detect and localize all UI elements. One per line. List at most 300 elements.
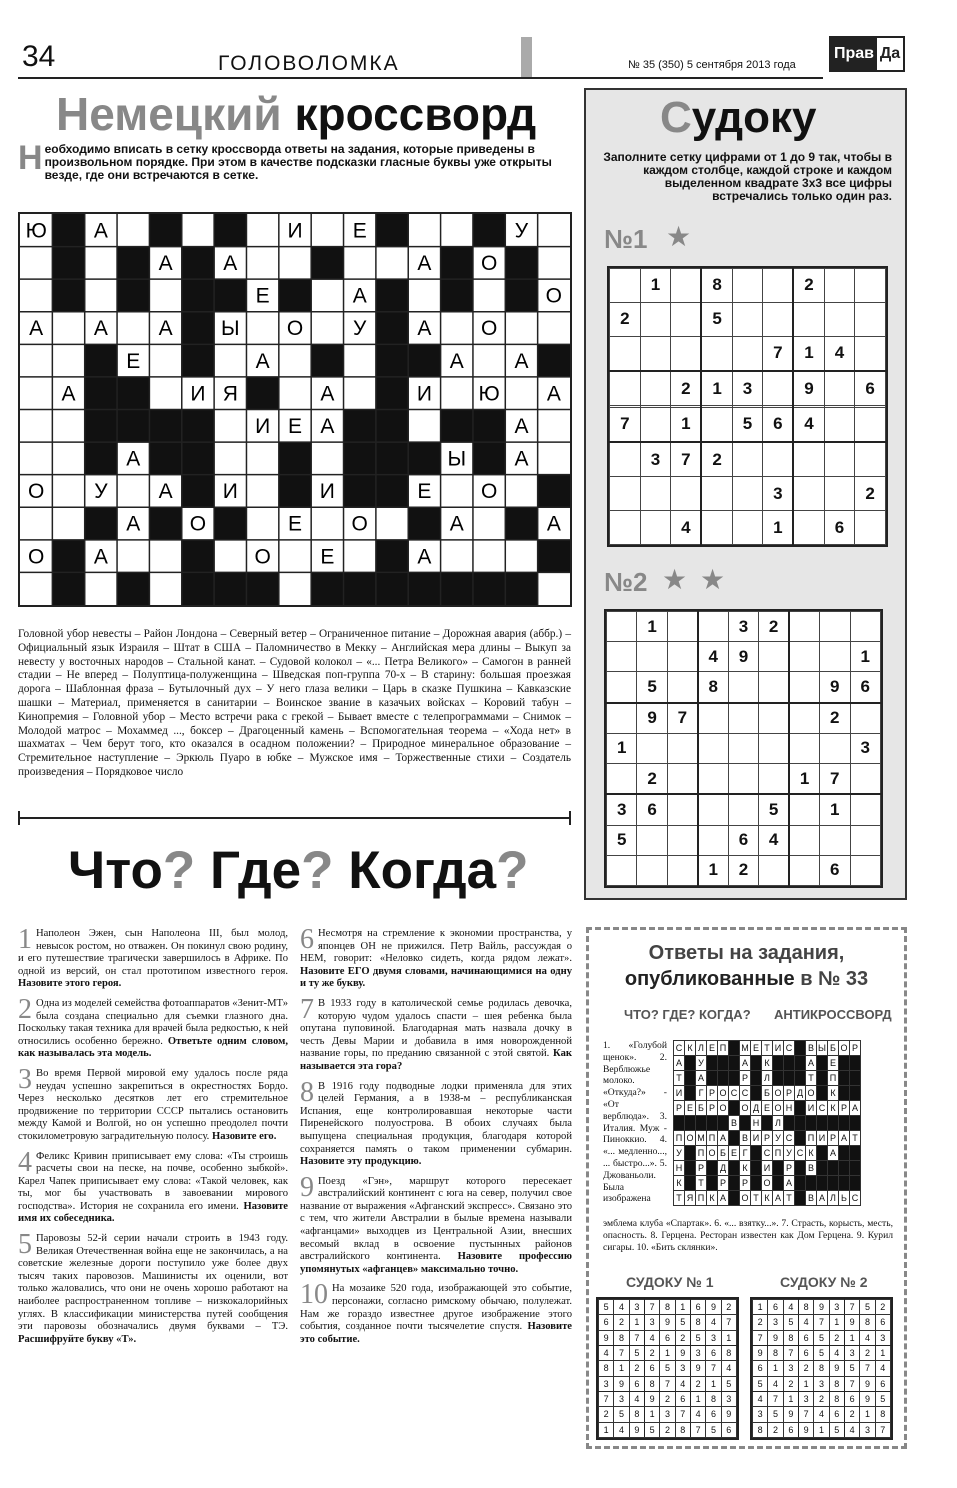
question-item — [300, 928, 572, 991]
sudoku-row — [753, 1391, 891, 1406]
sudoku-row — [599, 1407, 737, 1422]
anticross-cell — [817, 1146, 828, 1161]
anticross-cell — [795, 1071, 806, 1086]
question-ask: Назовите это событие. — [300, 1321, 572, 1345]
anticross-cell: С — [740, 1086, 751, 1101]
anticross-cell: Д — [795, 1086, 806, 1101]
star-icon: ★ — [666, 222, 692, 253]
sudoku-cell — [789, 703, 819, 734]
sudoku-cell — [671, 302, 702, 336]
sudoku-cell: 6 — [798, 1345, 813, 1360]
sudoku-cell — [701, 511, 732, 545]
sudoku-cell: 2 — [721, 1300, 736, 1315]
anticross-cell: Т — [751, 1191, 762, 1206]
anticross-cell — [729, 1131, 740, 1146]
answers-sudoku1-label: СУДОКУ № 1 — [626, 1274, 714, 1290]
anticross-cell — [795, 1101, 806, 1116]
anticross-cell — [729, 1056, 740, 1071]
sudoku-cell: 1 — [844, 1330, 859, 1345]
sudoku-cell: 3 — [763, 477, 794, 511]
sudoku-cell: 4 — [814, 1407, 829, 1422]
anticross-cell: К — [762, 1191, 773, 1206]
sudoku-cell: 9 — [768, 1330, 783, 1345]
crossword-black-cell — [117, 247, 150, 280]
crossword-black-cell — [376, 475, 409, 508]
anticross-cell: П — [718, 1041, 729, 1056]
anticross-cell — [729, 1176, 740, 1191]
crossword-black-cell — [473, 442, 506, 475]
anticross-cell: С — [784, 1041, 795, 1056]
sudoku-cell: 4 — [759, 825, 789, 855]
anticross-cell: П — [828, 1071, 839, 1086]
sudoku-cell — [610, 442, 641, 477]
anticross-cell: Н — [674, 1161, 685, 1176]
sudoku-cell: 7 — [875, 1422, 890, 1437]
crossword-black-cell — [311, 344, 344, 377]
sudoku-cell — [824, 442, 855, 477]
question-text: В 1933 году в католической семье родилась девочка, которую чудом удалось спасти – шея ребенка была опутана пуповиной. Благодарная мать назвала дочку в честь Девы Марии и добавила в имя новорожденной название горы, по преданию связанной с этой святой. — [300, 997, 572, 1060]
sudoku-row — [610, 442, 886, 477]
sudoku-cell: 3 — [607, 794, 637, 825]
anticross-cell — [828, 1161, 839, 1176]
anticross-cell — [795, 1116, 806, 1131]
sudoku-cell: 8 — [675, 1422, 690, 1437]
sudoku-cell: 9 — [706, 1300, 721, 1315]
crossword-letter: А — [546, 512, 561, 536]
anticross-cell: Р — [839, 1101, 850, 1116]
sudoku-cell: 5 — [814, 1345, 829, 1360]
anticross-cell — [839, 1056, 850, 1071]
sudoku-cell: 4 — [824, 336, 855, 371]
sudoku-row — [607, 703, 881, 734]
anticross-cell: Г — [740, 1146, 751, 1161]
sudoku-cell: 2 — [793, 269, 824, 303]
sudoku-cell: 4 — [614, 1422, 629, 1437]
sudoku-cell: 1 — [798, 1376, 813, 1391]
sudoku-intro: Заполните сетку цифрами от 1 до 9 так, чтобы в каждом столбце, каждой строке и каждом выделенном квадрате 3х3 все цифры встречались только один раз. — [603, 150, 892, 203]
crossword-grid — [18, 212, 572, 607]
anticross-cell: Т — [762, 1041, 773, 1056]
sudoku-cell — [793, 442, 824, 477]
sudoku-cell: 3 — [644, 1315, 659, 1330]
crossword-black-cell — [182, 442, 215, 475]
sudoku-cell: 9 — [753, 1345, 768, 1360]
crossword-black-cell — [214, 507, 247, 540]
sudoku-cell: 6 — [855, 371, 886, 406]
sudoku-cell: 9 — [820, 672, 850, 703]
sudoku-cell: 6 — [721, 1422, 736, 1437]
sudoku-cell: 7 — [629, 1330, 644, 1345]
sudoku-row — [607, 764, 881, 795]
anticross-cell: Р — [718, 1176, 729, 1191]
anticross-cell — [817, 1086, 828, 1101]
anticross-cell — [685, 1071, 696, 1086]
anticross-cell: М — [696, 1131, 707, 1146]
sudoku-cell: 6 — [660, 1330, 675, 1345]
question-text: Поезд «Гэн», маршрут которого пересекает австралийский континент с юга на север, получил свое название от выражения «Афганский экспресс». Связано это с тем, что жители Австралии в былые времена называли «афганцами» выходцев из Центральной Азии, внесших весомый вклад в освоение пустынных районов австралийского континента. — [300, 1175, 572, 1263]
question-item — [18, 1233, 288, 1346]
anticross-cell: И — [674, 1086, 685, 1101]
crossword-letter: О — [28, 480, 45, 504]
anticross-cell — [685, 1176, 696, 1191]
sudoku-cell — [855, 269, 886, 303]
anticross-row — [674, 1176, 861, 1191]
crossword-black-cell — [408, 442, 441, 475]
anticross-cell — [707, 1161, 718, 1176]
question-text: В 1916 году подводные лодки применяла для этих целей Германия, а в 1938-м – республиканская Испания, еще контролировавшая некоторые части Пиренейского полуострова. В обоих случаях была выпущена специальная продукция, благодаря которой сохраняется память о таком применении субмарин. — [300, 1080, 572, 1155]
sudoku2-label: №2 — [604, 567, 648, 597]
anticross-cell: Т — [850, 1131, 861, 1146]
anticross-cell: Д — [751, 1101, 762, 1116]
crossword-clues: Головной убор невесты – Район Лондона – Северный ветер – Ограниченное питание – Дорожная авария (аббр.) – Официальный язык Израиля – Штат в США – Паломничество в Мекку – Английская мера длины – Выкуп за невесту у восточных народов – Стальной канат. – Судовой колокол – «... Петра Великого» – Самогон в ранней стадии – Не вперед – Полуптица-полуженщина – Шведская поп-группа 70-х – В старину: большая проезжая дорога – Шаблонная фраза – Бутылочный дух – У него глаза велики – Царь в сказке Пушкина – Кавказские шашки – Материал, применяется в санитарии – Воинское звание в казачьих войсках – Коровий табун – Кинопремия – Головной убор – Место встречи рака с грекой – Бывает вместе с телепрограммами – Снимок – Молодой матрос – Мохаммед ..., боксер – Драгоценный камень – Вспомогательная теорема – «Хода нет» в шахматах – Чем берут того, кто оказался в осадном положении? – Природное минеральное образование – Стремительное наступление – Эркюль Пуаро в юбке – Мужское имя – Торжественные стихи – Создатель произведения – Порядковое число — [18, 628, 571, 778]
answers-text-left: 1. «Голубой щенок». 2. Верблюжье молоко. «Откуда?» - «От верблюда». 3. Италия. Муж - Пиноккио. 4. «... медленно..., ... быстро...». 5. Джованьоли. Была изображена — [603, 1040, 667, 1205]
anticross-cell: П — [696, 1191, 707, 1206]
crossword-letter: Ю — [478, 382, 500, 406]
sudoku-cell: 9 — [599, 1330, 614, 1345]
anticross-cell: А — [839, 1131, 850, 1146]
sudoku-cell: 2 — [855, 477, 886, 511]
sudoku-cell: 7 — [783, 1345, 798, 1360]
anticross-cell: Ы — [817, 1041, 828, 1056]
anticross-cell — [751, 1146, 762, 1161]
sudoku-cell — [728, 672, 758, 703]
crossword-letter: А — [126, 447, 141, 471]
crossword-black-cell — [376, 377, 409, 410]
sudoku-cell — [850, 825, 881, 855]
anticross-cell — [839, 1116, 850, 1131]
sudoku-cell: 8 — [860, 1315, 875, 1330]
sudoku-cell: 8 — [798, 1300, 813, 1315]
sudoku-cell: 1 — [640, 269, 671, 303]
anticross-row — [674, 1116, 861, 1131]
anticross-cell: И — [762, 1161, 773, 1176]
sudoku-cell: 3 — [706, 1330, 721, 1345]
sudoku-cell — [640, 371, 671, 406]
sudoku-cell — [667, 825, 697, 855]
sudoku-cell — [698, 703, 728, 734]
crossword-letter: А — [158, 480, 173, 504]
sudoku-cell — [607, 612, 637, 642]
crossword-letter: А — [93, 219, 108, 243]
question-item — [300, 1176, 572, 1277]
anticross-row — [674, 1086, 861, 1101]
sudoku-cell — [789, 733, 819, 763]
sudoku-cell: 4 — [629, 1391, 644, 1406]
answers-wgw-label: ЧТО? ГДЕ? КОГДА? — [624, 1007, 751, 1022]
crossword-title — [56, 87, 536, 141]
sudoku-cell — [698, 733, 728, 763]
crossword-black-cell — [182, 344, 215, 377]
answers-title-published: опубликованные — [624, 968, 795, 990]
sudoku-cell: 2 — [610, 302, 641, 336]
logo-right: Да — [877, 38, 903, 70]
question-ask: Назовите этого героя. — [18, 978, 122, 990]
sudoku-cell: 9 — [860, 1376, 875, 1391]
anticross-cell: Е — [751, 1041, 762, 1056]
anticross-cell: О — [718, 1101, 729, 1116]
crossword-letter: Е — [352, 219, 367, 243]
anticross-cell — [806, 1116, 817, 1131]
section-title: ГОЛОВОЛОМКА — [218, 52, 400, 75]
anticross-cell — [850, 1146, 861, 1161]
anticross-cell: Р — [707, 1086, 718, 1101]
anticross-cell — [685, 1161, 696, 1176]
crossword-letter: А — [158, 252, 173, 276]
sudoku-cell: 7 — [844, 1300, 859, 1315]
crossword-letter: О — [351, 512, 368, 536]
sudoku-cell: 8 — [829, 1376, 844, 1391]
sudoku-row — [610, 269, 886, 303]
sudoku-cell — [759, 703, 789, 734]
anticross-cell — [707, 1071, 718, 1086]
sudoku-cell: 8 — [701, 269, 732, 303]
anticross-cell: Т — [674, 1071, 685, 1086]
anticross-cell — [718, 1116, 729, 1131]
sudoku-cell: 2 — [814, 1391, 829, 1406]
crossword-black-cell — [473, 572, 506, 605]
sudoku-cell — [789, 794, 819, 825]
sudoku-cell: 3 — [850, 733, 881, 763]
crossword-black-cell — [214, 572, 247, 605]
crossword-letter: А — [546, 382, 561, 406]
sudoku-cell: 1 — [721, 1330, 736, 1345]
sudoku-cell: 1 — [753, 1300, 768, 1315]
anticross-cell: В — [740, 1131, 751, 1146]
sudoku-cell — [789, 672, 819, 703]
sudoku-cell: 1 — [701, 371, 732, 406]
question-number: 5 — [18, 1233, 32, 1261]
crossword-letter: У — [94, 480, 108, 504]
crossword-black-cell — [149, 507, 182, 540]
anticross-cell: В — [806, 1161, 817, 1176]
sudoku-cell: 6 — [844, 1391, 859, 1406]
sudoku-cell — [850, 612, 881, 642]
anticross-cell: В — [806, 1041, 817, 1056]
anticross-cell: У — [773, 1131, 784, 1146]
question-text: Во время Первой мировой ему удалось после ряда неудач успешно закрепиться в окрестностях Бордо. Через несколько десятков лет его стремительное продвижение по территории СССР пытались остановить между Камой и Волгой, но он успешно преодолел почти стокилометровую заградительную полосу. — [18, 1067, 288, 1142]
crossword-black-cell — [505, 279, 538, 312]
anticross-cell — [817, 1071, 828, 1086]
question-number: 4 — [18, 1150, 32, 1178]
sudoku-cell: 1 — [768, 1361, 783, 1376]
sudoku-cell: 4 — [860, 1330, 875, 1345]
sudoku-cell: 3 — [875, 1330, 890, 1345]
anticross-cell — [795, 1131, 806, 1146]
sudoku-cell: 1 — [860, 1407, 875, 1422]
anticross-cell — [773, 1071, 784, 1086]
crossword-letter: И — [319, 480, 335, 504]
sudoku-cell — [763, 371, 794, 406]
sudoku-cell — [701, 477, 732, 511]
sudoku-cell: 1 — [690, 1391, 705, 1406]
crossword-letter: О — [286, 317, 304, 341]
sudoku-cell: 5 — [690, 1330, 705, 1345]
question-text: Феликс Кривин приписывает ему слова: «Ты строишь расчеты свои на песке, на почве, особенно зыбкой». Карел Чапек приписывает ему слова: «Такой человек, как ты, мог бы участвовать в завоевании мирового господства». История не сохранила его имени. — [18, 1150, 288, 1212]
crossword-black-cell — [441, 247, 474, 280]
question-number: 3 — [18, 1067, 32, 1095]
anticross-cell — [850, 1116, 861, 1131]
anticross-cell — [817, 1176, 828, 1191]
question-number: 9 — [300, 1175, 314, 1203]
sudoku-cell: 7 — [614, 1345, 629, 1360]
anticross-cell — [707, 1056, 718, 1071]
question-ask: Назовите его. — [212, 1130, 277, 1142]
sudoku-cell: 6 — [644, 1361, 659, 1376]
anticross-row — [674, 1191, 861, 1206]
anticross-cell — [685, 1146, 696, 1161]
crossword-black-cell — [214, 214, 247, 247]
sudoku-cell: 2 — [671, 371, 702, 406]
anticross-cell — [685, 1116, 696, 1131]
sudoku-cell: 9 — [690, 1361, 705, 1376]
anticross-cell: А — [718, 1191, 729, 1206]
anticross-cell: Л — [696, 1041, 707, 1056]
sudoku-cell: 3 — [753, 1407, 768, 1422]
crossword-black-cell — [149, 410, 182, 443]
answers-sudoku1-grid — [596, 1297, 739, 1440]
crossword-letter: Е — [126, 349, 141, 373]
crossword-black-cell — [344, 475, 377, 508]
sudoku-cell: 6 — [820, 855, 850, 885]
anticross-cell: Т — [674, 1191, 685, 1206]
anticross-cell: К — [806, 1146, 817, 1161]
anticross-cell — [718, 1056, 729, 1071]
sudoku-cell: 2 — [753, 1315, 768, 1330]
sudoku-cell — [732, 269, 763, 303]
sudoku-cell: 2 — [629, 1361, 644, 1376]
sudoku-cell: 7 — [667, 703, 697, 734]
crossword-black-cell — [149, 442, 182, 475]
sudoku-cell — [637, 642, 667, 672]
question-item — [18, 1068, 288, 1144]
sudoku-row — [599, 1300, 737, 1315]
crossword-black-cell — [408, 344, 441, 377]
question-item — [300, 1283, 572, 1346]
anticross-cell — [729, 1101, 740, 1116]
crossword-black-cell — [376, 312, 409, 345]
sudoku-cell: 5 — [814, 1330, 829, 1345]
sudoku-cell — [820, 825, 850, 855]
crossword-black-cell — [182, 247, 215, 280]
question-text: Одна из моделей семейства фотоаппаратов «Зенит-МТ» была создана специально для съемки глазного дна. Поскольку такая техника для врачей была редкостью, к ней относились особенно бережно. — [18, 997, 288, 1047]
crossword-black-cell — [182, 410, 215, 443]
sudoku-cell: 5 — [675, 1315, 690, 1330]
crossword-letter: Е — [320, 545, 335, 569]
sudoku-cell — [607, 703, 637, 734]
crossword-black-cell — [182, 572, 215, 605]
crossword-black-cell — [311, 572, 344, 605]
answers-title-issue: в № 33 — [800, 968, 869, 990]
sudoku-cell: 5 — [644, 1422, 659, 1437]
anticross-cell: К — [685, 1041, 696, 1056]
sudoku-row — [753, 1361, 891, 1376]
anticross-cell: Е — [685, 1101, 696, 1116]
anticross-cell — [795, 1176, 806, 1191]
anticross-row — [674, 1071, 861, 1086]
sudoku-cell: 1 — [637, 612, 667, 642]
anticross-cell — [685, 1086, 696, 1101]
anticross-cell: А — [773, 1191, 784, 1206]
sudoku-cell: 6 — [675, 1391, 690, 1406]
anticross-cell — [806, 1176, 817, 1191]
sudoku-cell: 7 — [753, 1330, 768, 1345]
crossword-letter: А — [449, 512, 464, 536]
questions-column-left — [18, 928, 288, 1353]
sudoku-cell: 3 — [814, 1376, 829, 1391]
anticross-cell: Е — [762, 1101, 773, 1116]
crossword-black-cell — [182, 475, 215, 508]
crossword-black-cell — [376, 540, 409, 573]
sudoku-cell: 4 — [721, 1361, 736, 1376]
anticross-cell: Р — [850, 1041, 861, 1056]
sudoku-cell — [640, 302, 671, 336]
anticross-cell: Р — [784, 1086, 795, 1101]
sudoku-cell — [667, 642, 697, 672]
sudoku-row — [610, 302, 886, 336]
crossword-black-cell — [441, 279, 474, 312]
anticross-cell: П — [707, 1131, 718, 1146]
anticross-cell: И — [751, 1131, 762, 1146]
anticross-cell — [850, 1176, 861, 1191]
anticross-cell — [751, 1071, 762, 1086]
sudoku-cell: 1 — [644, 1407, 659, 1422]
anticross-cell: С — [674, 1041, 685, 1056]
anticross-cell: Р — [674, 1101, 685, 1116]
crossword-black-cell — [279, 279, 312, 312]
crossword-letter: А — [223, 252, 238, 276]
anticross-cell: Н — [751, 1116, 762, 1131]
anticross-cell: И — [817, 1131, 828, 1146]
crossword-letter: У — [353, 317, 367, 341]
question-ask: Назовите ЕГО двумя словами, начинающимися на одну и ту же букву. — [300, 965, 572, 990]
crossword-letter: А — [158, 317, 173, 341]
sudoku-cell — [667, 672, 697, 703]
sudoku-cell: 1 — [829, 1315, 844, 1330]
sudoku-cell: 2 — [660, 1391, 675, 1406]
crossword-letter: А — [417, 545, 432, 569]
sudoku-cell: 2 — [599, 1407, 614, 1422]
question-item — [300, 1081, 572, 1169]
sudoku-cell: 7 — [820, 764, 850, 795]
question-ask: Ответьте одним словом, как называлась эта модель. — [18, 1035, 288, 1060]
wgw-title — [68, 840, 529, 901]
sudoku-cell — [610, 336, 641, 371]
sudoku-cell — [855, 407, 886, 442]
sudoku-cell: 7 — [610, 407, 641, 442]
wgw-word-when: Когда — [348, 841, 497, 900]
sudoku-cell — [640, 407, 671, 442]
crossword-black-cell — [473, 410, 506, 443]
sudoku-cell: 4 — [753, 1391, 768, 1406]
anticross-cell: К — [828, 1086, 839, 1101]
anticross-cell — [795, 1056, 806, 1071]
anticross-cell: С — [762, 1146, 773, 1161]
crossword-letter: А — [29, 317, 44, 341]
sudoku-cell: 1 — [607, 733, 637, 763]
crossword-black-cell — [117, 377, 150, 410]
anticross-cell — [773, 1161, 784, 1176]
sudoku-cell — [850, 703, 881, 734]
crossword-black-cell — [538, 475, 570, 508]
anticross-cell: К — [762, 1056, 773, 1071]
anticross-cell — [740, 1116, 751, 1131]
sudoku-cell: 3 — [829, 1300, 844, 1315]
sudoku-cell — [789, 612, 819, 642]
sudoku-cell: 4 — [675, 1376, 690, 1391]
crossword-black-cell — [376, 442, 409, 475]
sudoku-cell — [732, 442, 763, 477]
anticross-cell: К — [740, 1161, 751, 1176]
